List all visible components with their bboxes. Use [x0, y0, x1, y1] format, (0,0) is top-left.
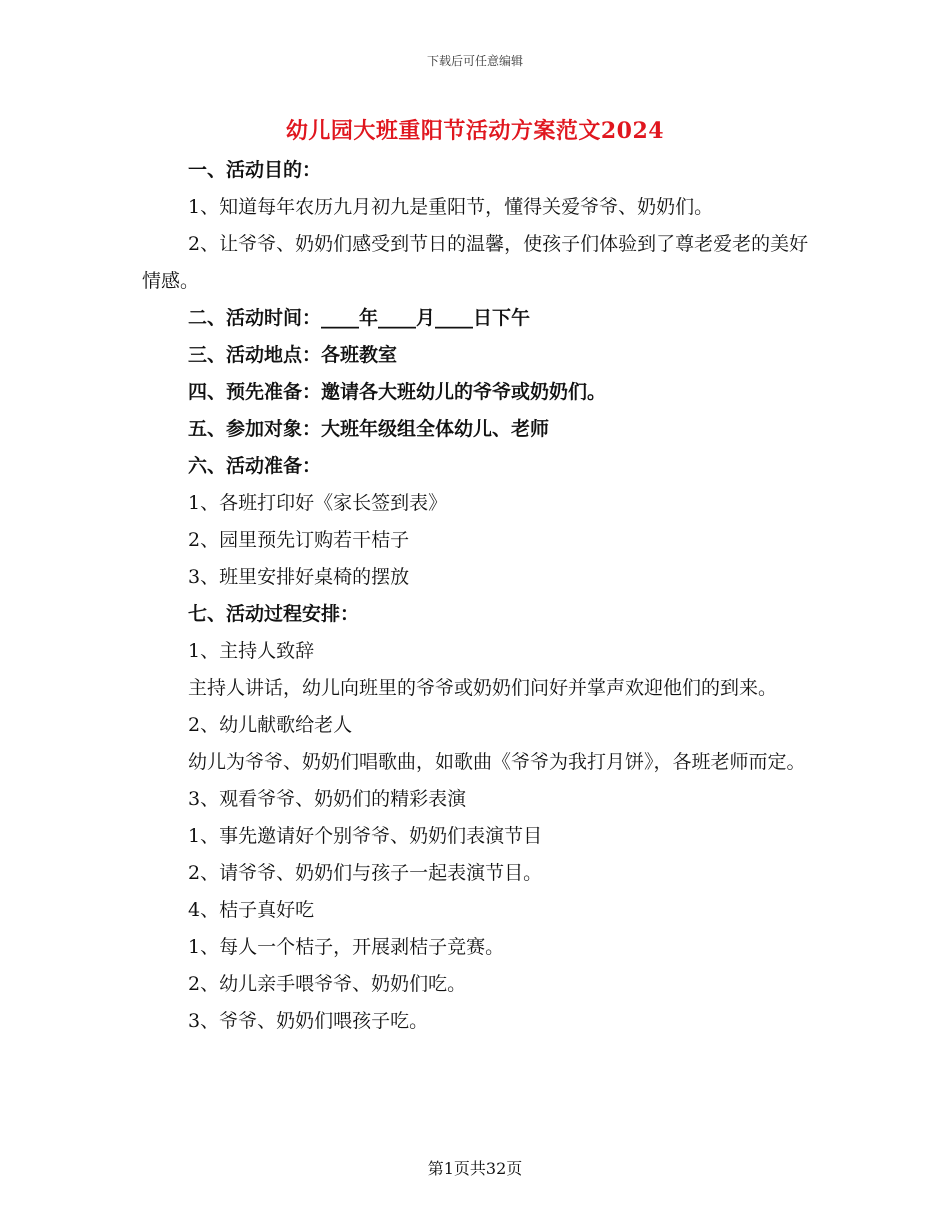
paragraph: 3、爷爷、奶奶们喂孩子吃。 — [188, 1010, 429, 1032]
section-heading: 六、活动准备： — [188, 455, 322, 477]
paragraph: 主持人讲话，幼儿向班里的爷爷或奶奶们问好并掌声欢迎他们的到来。 — [188, 677, 778, 699]
paragraph: 2、幼儿献歌给老人 — [188, 714, 353, 736]
section-heading: 七、活动过程安排： — [188, 603, 360, 625]
paragraph: 2、幼儿亲手喂爷爷、奶奶们吃。 — [188, 973, 467, 995]
section-heading: 四、预先准备：邀请各大班幼儿的爷爷或奶奶们。 — [188, 381, 607, 403]
document-body — [142, 152, 810, 1040]
page-footer: 第1页共32页 — [427, 1159, 523, 1178]
paragraph: 1、事先邀请好个别爷爷、奶奶们表演节目 — [188, 825, 543, 847]
paragraph: 幼儿为爷爷、奶奶们唱歌曲，如歌曲《爷爷为我打月饼》，各班老师而定。 — [188, 751, 806, 773]
paragraph: 1、每人一个桔子，开展剥桔子竞赛。 — [188, 936, 505, 958]
paragraph: 3、班里安排好桌椅的摆放 — [188, 566, 410, 588]
paragraph: 1、各班打印好《家长签到表》 — [188, 492, 448, 514]
section-heading: 五、参加对象：大班年级组全体幼儿、老师 — [188, 418, 550, 440]
paragraph: 2、园里预先订购若干桔子 — [188, 529, 410, 551]
paragraph: 4、桔子真好吃 — [188, 899, 315, 921]
paragraph: 1、知道每年农历九月初九是重阳节，懂得关爱爷爷、奶奶们。 — [188, 196, 714, 218]
section-heading: 三、活动地点：各班教室 — [188, 344, 398, 366]
page-header: 下载后可任意编辑 — [426, 54, 523, 68]
paragraph: 1、主持人致辞 — [188, 640, 315, 662]
section-heading: 一、活动目的： — [188, 159, 322, 181]
section-heading: 二、活动时间：____年____月____日下午 — [188, 307, 531, 329]
document-title: 幼儿园大班重阳节活动方案范文2024 — [285, 118, 665, 144]
paragraph: 2、请爷爷、奶奶们与孩子一起表演节目。 — [188, 862, 543, 884]
paragraph: 2、让爷爷、奶奶们感受到节日的温馨，使孩子们体验到了尊老爱老的美好情感。 — [142, 233, 809, 292]
paragraph: 3、观看爷爷、奶奶们的精彩表演 — [188, 788, 467, 810]
